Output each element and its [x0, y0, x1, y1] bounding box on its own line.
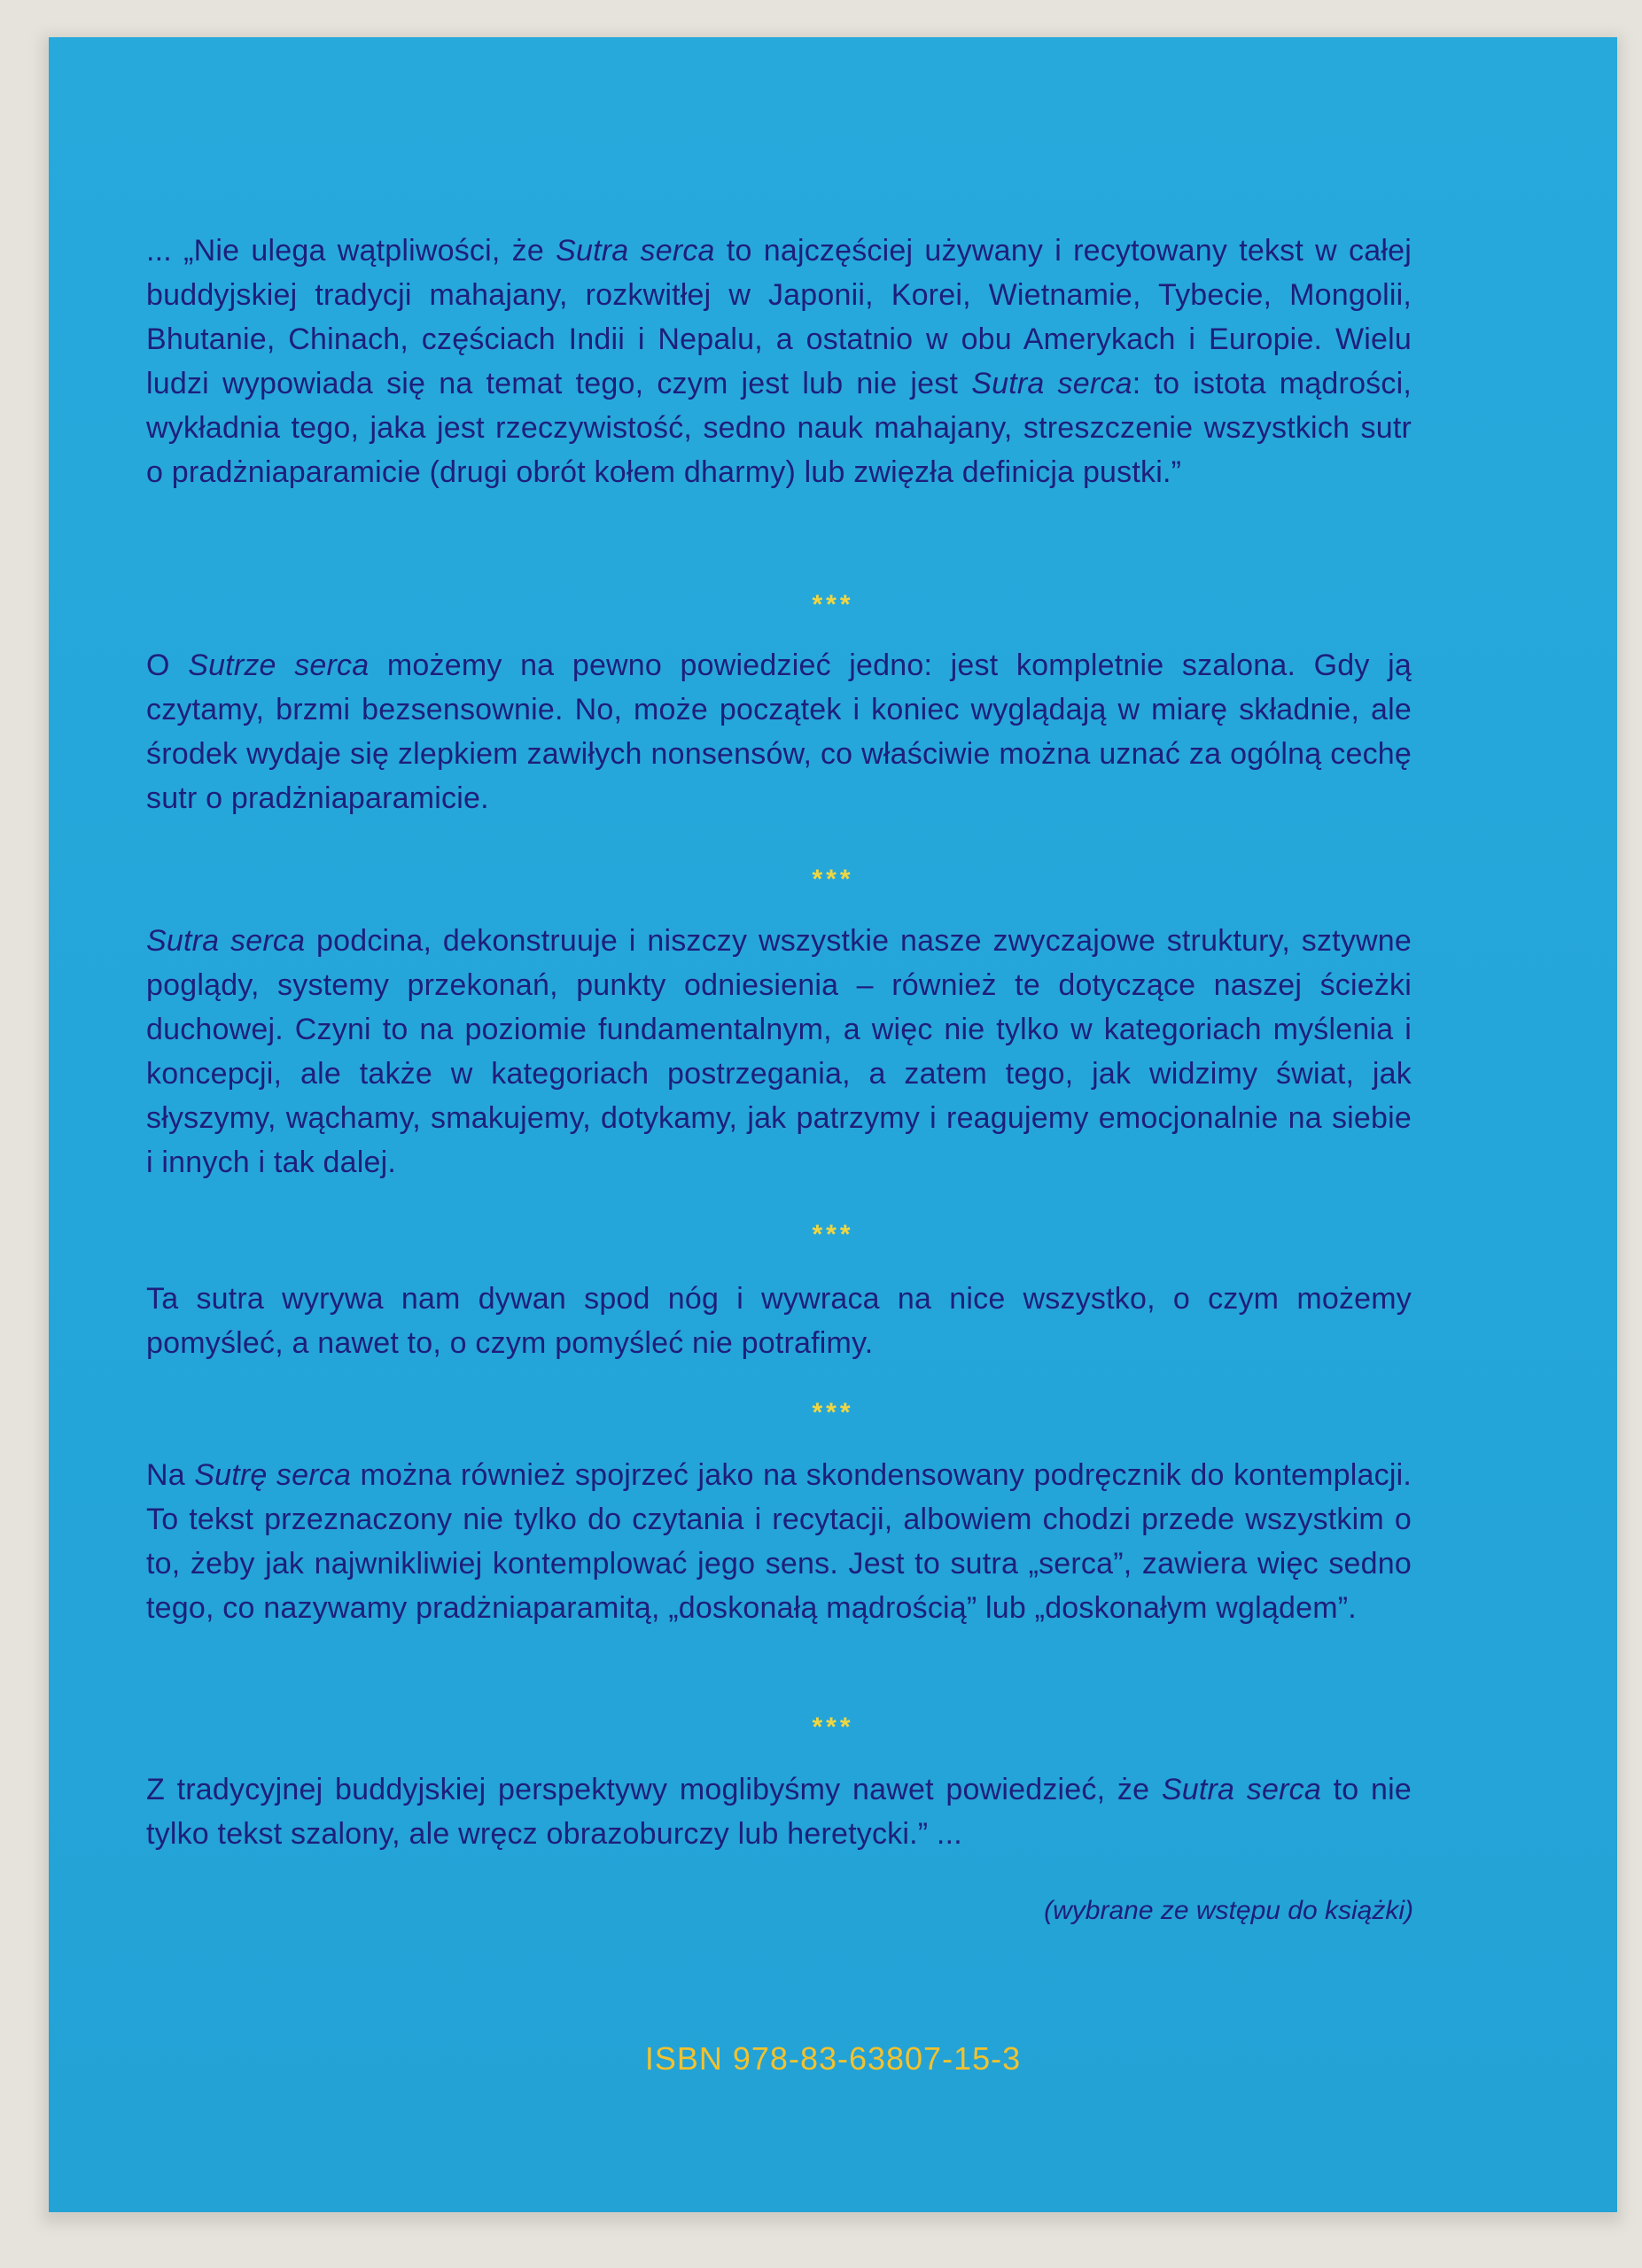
paragraph-crazy-tail: możemy na pewno powiedzieć jedno: jest kompletnie szalona. Gdy ją czytamy, brzmi bezsensownie. No, może początek i koniec wyglądają w miarę składnie, ale środek wydaje się zlepkiem zawiłych nonsensów, co właściwie można uznać za ogólną cechę sutr o pradżniaparamicie.	[146, 649, 1412, 815]
paragraph-carpet	[146, 1277, 1412, 1365]
separator-5: ***	[812, 1713, 854, 1742]
paragraph-crazy-lead: O	[146, 649, 189, 682]
paragraph-contemplation-lead: Na	[146, 1458, 195, 1492]
paragraph-contemplation-tail: można również spojrzeć jako na skondensowany podręcznik do kontemplacji. To tekst przeznaczony nie tylko do czytania i recytacji, albowiem chodzi przede wszystkim o to, żeby jak najwnikliwiej kontemplować jego sens. Jest to sutra „serca”, zawiera więc sedno tego, co nazywamy pradżniaparamitą, „doskonałą mądrością” lub „doskonałym wglądem”.	[146, 1458, 1412, 1625]
paragraph-deconstruct	[146, 919, 1412, 1184]
isbn-number: ISBN 978-83-63807-15-3	[644, 2040, 1022, 2077]
paragraph-crazy-title: Sutrze serca	[188, 649, 370, 682]
separator-2: ***	[812, 865, 854, 894]
paragraph-deconstruct-tail: podcina, dekonstruuje i niszczy wszystkie nasze zwyczajowe struktury, sztywne poglądy, systemy przekonań, punkty odniesienia – również te dotyczące naszej ścieżki duchowej. Czyni to na poziomie fundamentalnym, a więc nie tylko w kategoriach myślenia i koncepcji, ale także w kategoriach postrzegania, a zatem tego, jak widzimy świat, jak słyszymy, wąchamy, smakujemy, dotykamy, jak patrzymy i reagujemy emocjonalnie na siebie i innych i tak dalej.	[146, 924, 1412, 1179]
paragraph-carpet-text: Ta sutra wyrywa nam dywan spod nóg i wywraca na nice wszystko, o czym możemy pomyśleć, a nawet to, o czym pomyśleć nie potrafimy.	[146, 1282, 1412, 1360]
paragraph-heretic-lead: Z tradycyjnej buddyjskiej perspektywy moglibyśmy nawet powiedzieć, że	[146, 1773, 1162, 1806]
paragraph-intro-title-1: Sutra serca	[556, 234, 715, 268]
paragraph-intro	[146, 229, 1412, 494]
paragraph-heretic-title: Sutra serca	[1161, 1773, 1321, 1806]
paragraph-crazy	[146, 643, 1412, 820]
paragraph-contemplation-title: Sutrę serca	[194, 1458, 352, 1492]
source-note: (wybrane ze wstępu do książki)	[1044, 1896, 1413, 1925]
paragraph-intro-title-2: Sutra serca	[971, 367, 1132, 400]
paragraph-heretic	[146, 1767, 1412, 1856]
paragraph-heretic-tail: to nie tylko tekst szalony, ale wręcz obrazoburczy lub heretycki.” ...	[146, 1773, 1412, 1851]
paragraph-intro-middle: to najczęściej używany i recytowany tekst w całej buddyjskiej tradycji mahajany, rozkwitłej w Japonii, Korei, Wietnamie, Tybecie, Mongolii, Bhutanie, Chinach, częściach Indii i Nepalu, a ostatnio w obu Amerykach i Europie. Wielu ludzi wypowiada się na temat tego, czym jest lub nie jest	[146, 234, 1412, 400]
paragraph-contemplation	[146, 1453, 1412, 1630]
separator-1: ***	[812, 590, 854, 619]
paragraph-intro-lead: ... „Nie ulega wątpliwości, że	[146, 234, 556, 268]
separator-3: ***	[812, 1220, 854, 1249]
paragraph-deconstruct-title: Sutra serca	[146, 924, 306, 958]
paragraph-intro-tail: : to istota mądrości, wykładnia tego, jaka jest rzeczywistość, sedno nauk mahajany, streszczenie wszystkich sutr o pradżniaparamicie (drugi obrót kołem dharmy) lub zwięzła definicja pustki.”	[146, 367, 1412, 489]
separator-4: ***	[812, 1398, 854, 1427]
